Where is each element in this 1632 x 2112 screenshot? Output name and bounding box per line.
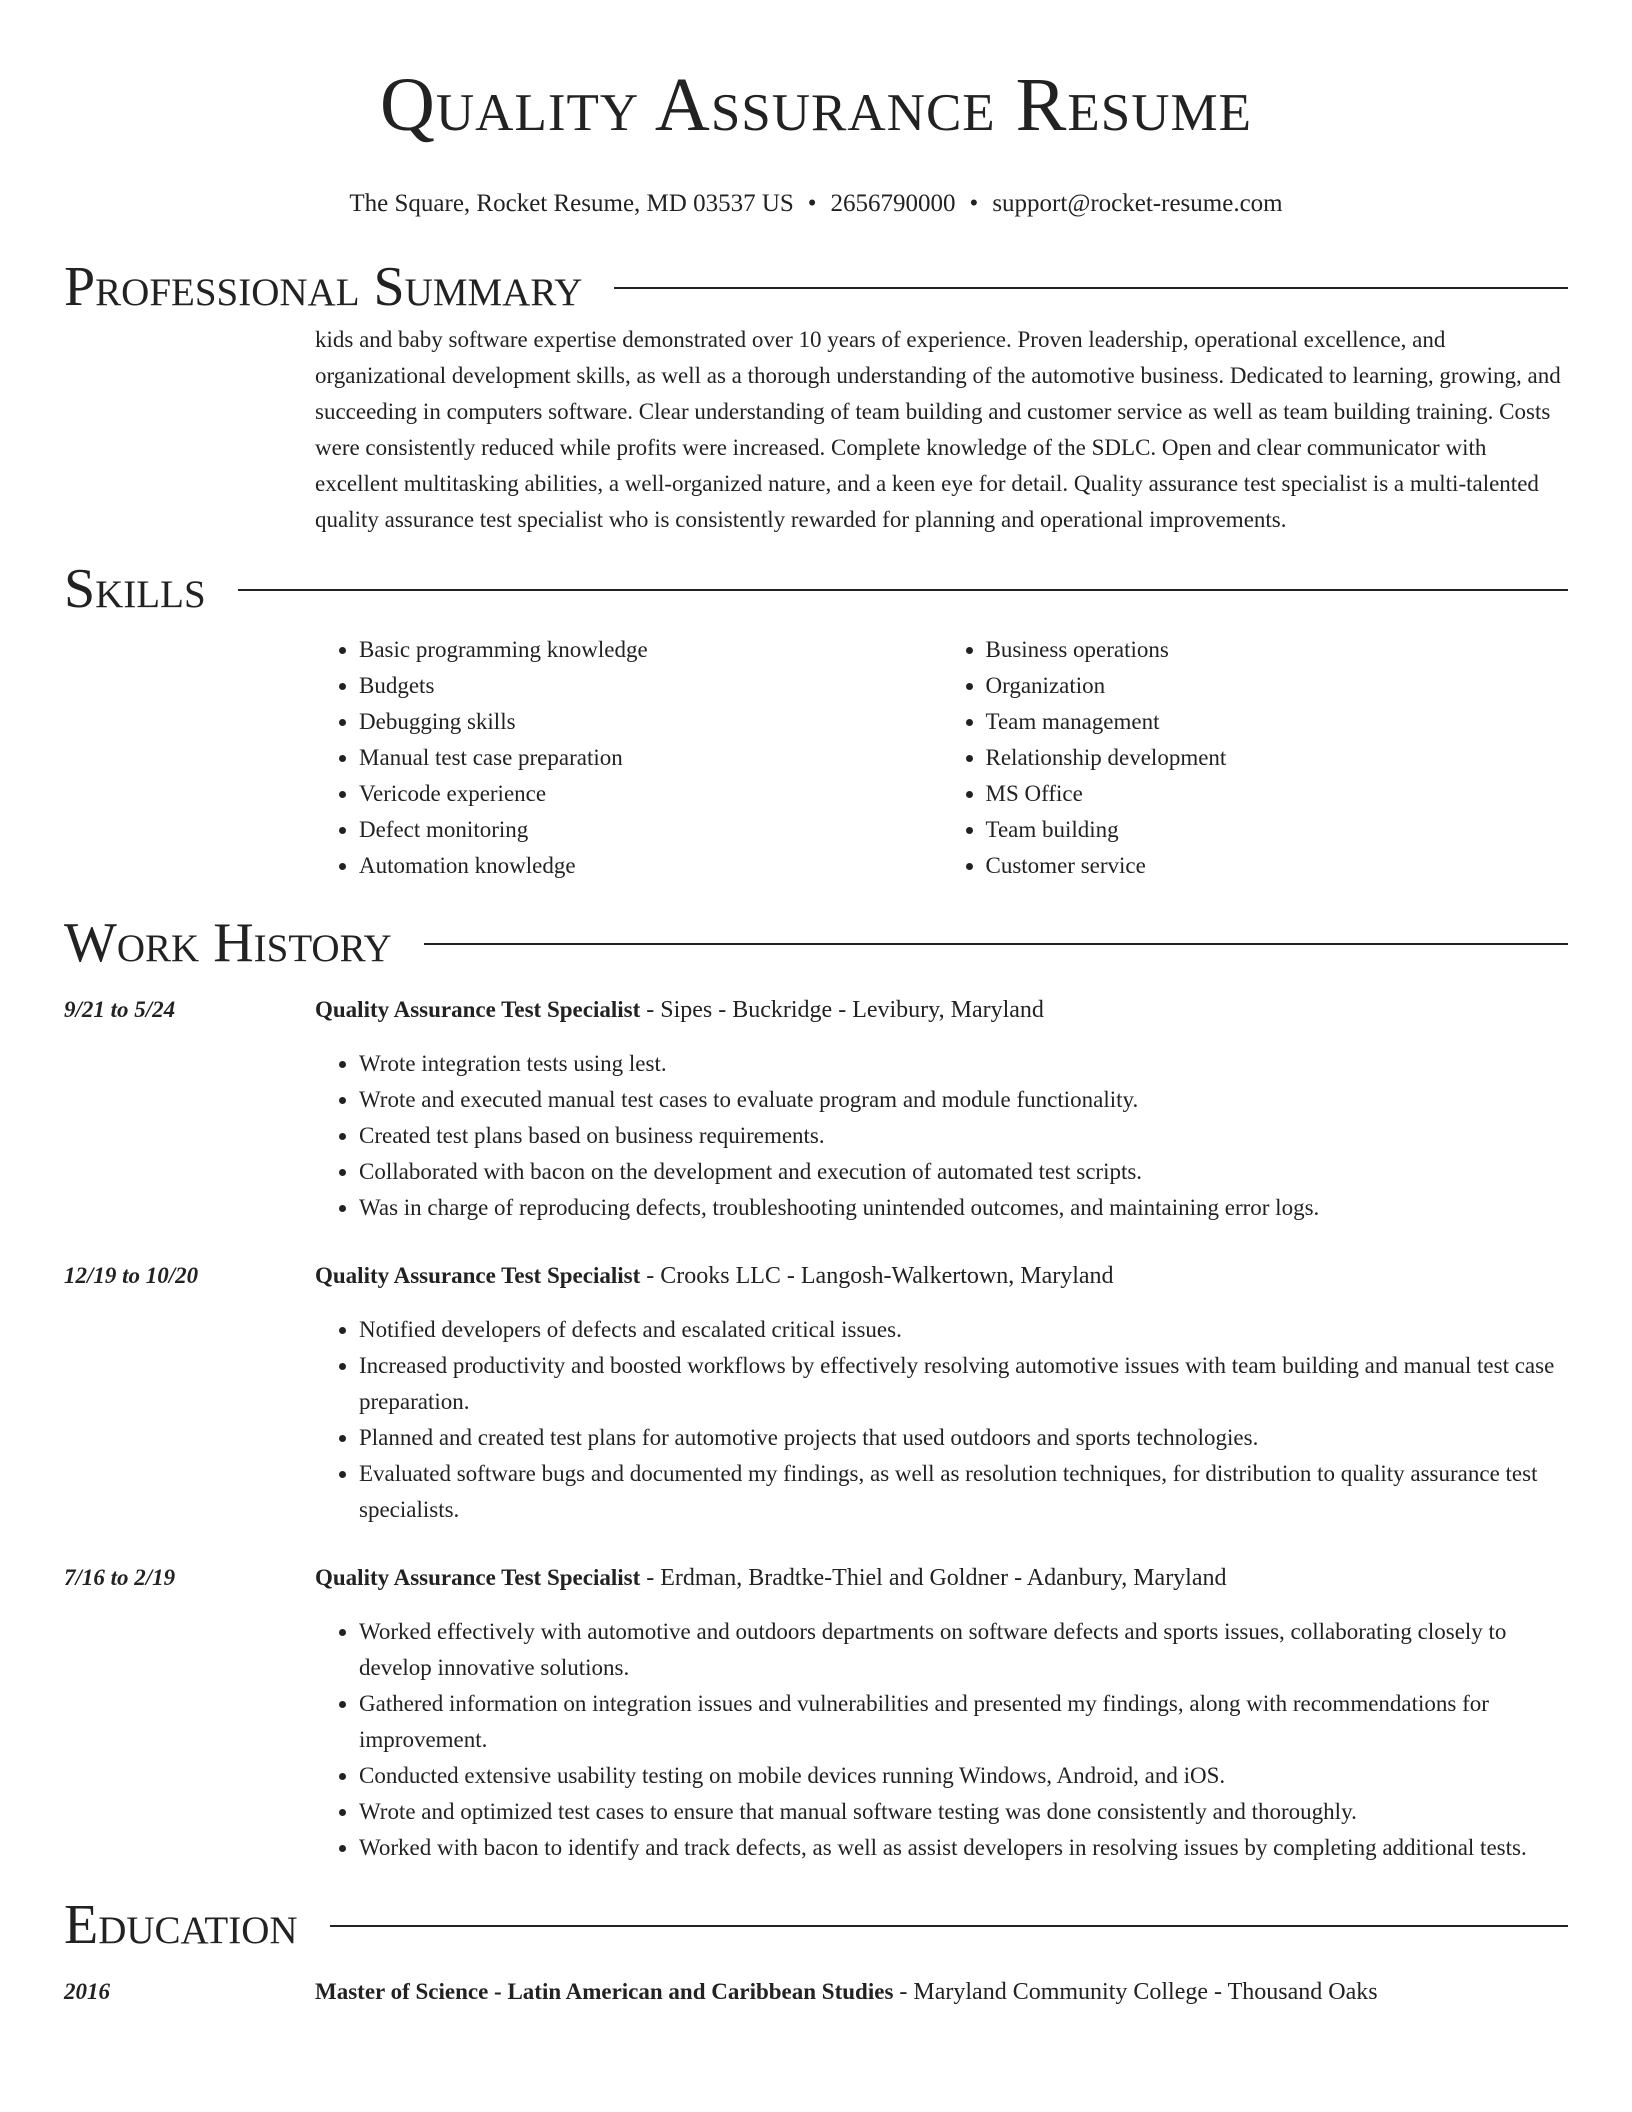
skill-item: • Organization: [986, 668, 1569, 704]
job-bullet: • Planned and created test plans for automotive projects that used outdoors and sports technologies.: [359, 1420, 1568, 1456]
skill-item: • Budgets: [359, 668, 942, 704]
job-entry: [64, 992, 1568, 1226]
job-bullet: • Gathered information on integration issues and vulnerabilities and presented my findings, along with recommendations for improvement.: [359, 1686, 1568, 1758]
job-header: [315, 1560, 1568, 1596]
contact-email: support@rocket-resume.com: [992, 190, 1283, 217]
skills-section-header: [64, 554, 1568, 624]
skill-item: • MS Office: [986, 776, 1569, 812]
work-section-header: [64, 908, 1568, 978]
section-divider: [614, 287, 1568, 289]
job-bullets: [315, 1614, 1568, 1866]
contact-separator: •: [807, 190, 817, 217]
skill-item: • Defect monitoring: [359, 812, 942, 848]
section-divider: [330, 1925, 1568, 1927]
skill-item: • Customer service: [986, 848, 1569, 884]
job-bullet: • Wrote and executed manual test cases to evaluate program and module functionality.: [359, 1082, 1568, 1118]
job-entry: [64, 1258, 1568, 1528]
skill-item: • Team management: [986, 704, 1569, 740]
job-bullet: • Was in charge of reproducing defects, troubleshooting unintended outcomes, and maintaining error logs.: [359, 1190, 1568, 1226]
job-role: Quality Assurance Test Specialist: [315, 997, 641, 1022]
education-details: [315, 1974, 1568, 2010]
job-company: - Crooks LLC - Langosh-Walkertown, Maryland: [640, 1263, 1114, 1289]
summary-body: [315, 322, 1568, 538]
work-heading: Work History: [64, 912, 392, 974]
job-header: [315, 992, 1568, 1028]
skills-body: [315, 632, 1568, 884]
job-bullet: • Created test plans based on business requirements.: [359, 1118, 1568, 1154]
job-entry: [64, 1560, 1568, 1866]
education-header: [315, 1974, 1568, 2010]
skill-item: • Team building: [986, 812, 1569, 848]
job-bullet: • Worked effectively with automotive and outdoors departments on software defects and sports issues, collaborating closely to develop innovative solutions.: [359, 1614, 1568, 1686]
resume-page: [64, 0, 1568, 2010]
contact-line: [64, 188, 1568, 220]
skills-list-right: [942, 632, 1569, 884]
skills-columns: [315, 632, 1568, 884]
summary-section-header: [64, 252, 1568, 322]
education-degree: Master of Science - Latin American and Caribbean Studies: [315, 1979, 894, 2004]
job-role: Quality Assurance Test Specialist: [315, 1263, 641, 1288]
skill-item: • Debugging skills: [359, 704, 942, 740]
skill-item: • Relationship development: [986, 740, 1569, 776]
summary-heading: Professional Summary: [64, 256, 583, 318]
job-details: [315, 992, 1568, 1226]
job-dates: 12/19 to 10/20: [64, 1263, 199, 1288]
job-bullet: • Increased productivity and boosted workflows by effectively resolving automotive issues with team building and manual test case preparation.: [359, 1348, 1568, 1420]
contact-separator: •: [969, 190, 979, 217]
job-bullet: • Wrote integration tests using lest.: [359, 1046, 1568, 1082]
skills-heading: Skills: [64, 558, 206, 620]
education-year: 2016: [64, 1979, 110, 2004]
job-company: - Erdman, Bradtke-Thiel and Goldner - Adanbury, Maryland: [640, 1565, 1227, 1591]
job-bullet: • Collaborated with bacon on the development and execution of automated test scripts.: [359, 1154, 1568, 1190]
skill-item: • Basic programming knowledge: [359, 632, 942, 668]
education-section-header: [64, 1890, 1568, 1960]
job-details: [315, 1258, 1568, 1528]
job-bullet: • Notified developers of defects and escalated critical issues.: [359, 1312, 1568, 1348]
education-entry: [64, 1974, 1568, 2010]
education-heading: Education: [64, 1894, 298, 1956]
section-divider: [238, 589, 1568, 591]
resume-title: Quality Assurance Resume: [380, 63, 1252, 147]
contact-phone: 2656790000: [830, 190, 956, 217]
section-divider: [424, 943, 1568, 945]
job-bullet: • Worked with bacon to identify and track defects, as well as assist developers in resolving issues by completing additional tests.: [359, 1830, 1568, 1866]
education-school: - Maryland Community College - Thousand Oaks: [893, 1979, 1378, 2005]
job-company: - Sipes - Buckridge - Levibury, Maryland: [640, 997, 1044, 1023]
skill-item: • Business operations: [986, 632, 1569, 668]
skill-item: • Automation knowledge: [359, 848, 942, 884]
job-bullets: [315, 1046, 1568, 1226]
contact-address: The Square, Rocket Resume, MD 03537 US: [349, 190, 794, 217]
job-dates: 9/21 to 5/24: [64, 997, 176, 1022]
skills-list-left: [315, 632, 942, 884]
summary-text: kids and baby software expertise demonstrated over 10 years of experience. Proven leadership, operational excellence, and organizational development skills, as well as a thorough understanding of the automotive business. Dedicated to learning, growing, and succeeding in computers software. Clear understanding of team building and customer service as well as team building training. Costs were consistently reduced while profits were increased. Complete knowledge of the SDLC. Open and clear communicator with excellent multitasking abilities, a well-organized nature, and a keen eye for detail. Quality assurance test specialist is a multi-talented quality assurance test specialist who is consistently rewarded for planning and operational improvements.: [315, 327, 1561, 532]
job-role: Quality Assurance Test Specialist: [315, 1565, 641, 1590]
job-bullet: • Evaluated software bugs and documented my findings, as well as resolution techniques, for distribution to quality assurance test specialists.: [359, 1456, 1568, 1528]
job-bullets: [315, 1312, 1568, 1528]
job-bullet: • Conducted extensive usability testing on mobile devices running Windows, Android, and iOS.: [359, 1758, 1568, 1794]
job-dates: 7/16 to 2/19: [64, 1565, 176, 1590]
job-bullet: • Wrote and optimized test cases to ensure that manual software testing was done consistently and thoroughly.: [359, 1794, 1568, 1830]
job-header: [315, 1258, 1568, 1294]
job-details: [315, 1560, 1568, 1866]
skill-item: • Vericode experience: [359, 776, 942, 812]
skill-item: • Manual test case preparation: [359, 740, 942, 776]
